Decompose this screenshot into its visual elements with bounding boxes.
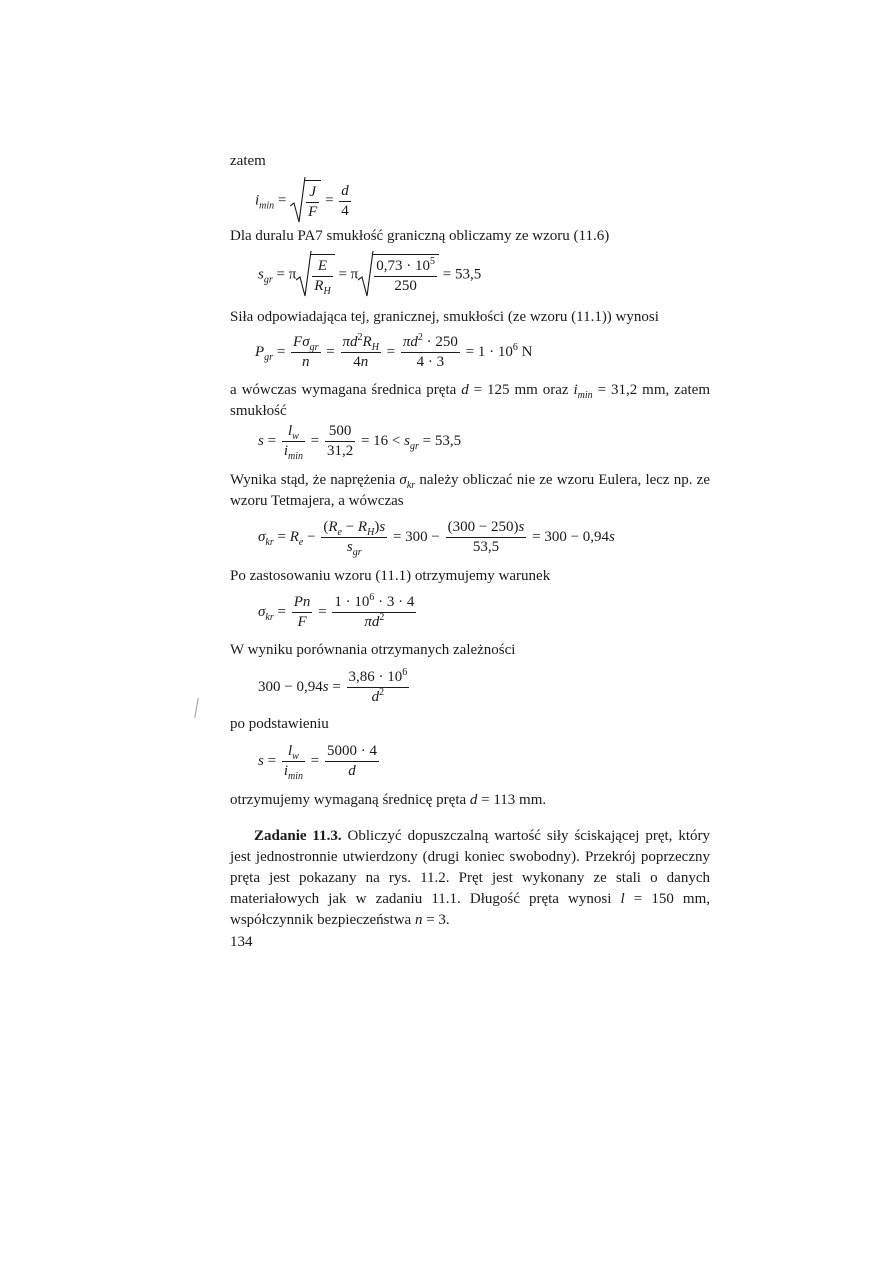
task-11-3: Zadanie 11.3. Obliczyć dopuszczalną wartość siły ściskającej pręt, który jest jednostronnie utwierdzony (drugi koniec swobodny). Przekrój poprzeczny pręta jest pokazany na rys. 11.2. Pręt jest wykonany ze stali o danych materiałowych jak w zadaniu 11.1. Długość pręta wynosi l = 150 mm, współczynnik bezpieczeństwa n = 3. xyxy=(230,828,711,928)
paragraph-7: po podstawieniu xyxy=(230,716,329,732)
paragraph-5: Po zastosowaniu wzoru (11.1) otrzymujemy warunek xyxy=(230,568,551,584)
equation-sgr: $s_{gr} = \pi$ $\frac{E}{R_H}$ = π $\frac{0,73 \cdot 10^5}{250}$ = 53,5 xyxy=(258,254,481,296)
paragraph-6: W wyniku porównania otrzymanych zależności xyxy=(230,642,516,658)
paragraph-3: a wówczas wymagana średnica pręta d = 125 mm oraz $i_{min} = 31,2$ mm, zatem smukłość xyxy=(230,382,710,419)
text-zatem: zatem xyxy=(230,153,266,169)
paragraph-4: Wynika stąd, że naprężenia $\sigma_{kr}$ należy obliczać nie ze wzoru Eulera, lecz np. ze wzoru Tetmajera, a wówczas xyxy=(230,472,710,509)
equation-imin: $i_{min}$ = $\frac{J}{F}$ = $\frac{d}{4}$ xyxy=(255,180,353,222)
equation-pgr: $P_{gr}$ = $F\sigma_{gr}$ n = $\frac{\pi d^2R_H}{4n}$ = $\frac{\pi d^2 \cdot 250}{4 \cdot 3}$ = $1 \cdot 10^6$ N xyxy=(255,332,533,370)
paragraph-8: otrzymujemy wymaganą średnicę pręta d = 113 mm. xyxy=(230,792,547,808)
paragraph-2: Siła odpowiadająca tej, granicznej, smukłości (ze wzoru (11.1)) wynosi xyxy=(230,309,659,325)
task-title: Zadanie 11.3. xyxy=(254,828,342,844)
page-number: 134 xyxy=(230,934,253,950)
equation-tetmajer: $\sigma_{kr} = R_e$ − $(R_e - R_H)s$ $s_{gr}$ = 300 − $\frac{(300 - 250)s}{53,5}$ = 300 − 0,94s xyxy=(258,519,615,558)
paragraph-1: Dla duralu PA7 smukłość graniczną obliczamy ze wzoru (11.6) xyxy=(230,228,610,244)
scan-mark xyxy=(194,698,198,718)
equation-warunek: $\sigma_{kr}$ = $\frac{Pn}{F}$ = $\frac{1 \cdot 10^6 \cdot 3 \cdot 4}{\pi d^2}$ xyxy=(258,592,415,630)
equation-porownanie: 300 − 0,94s = $\frac{3,86 \cdot 10^6}{d^2}$ xyxy=(258,667,408,705)
equation-s: s = $l_w$ $i_{min}$ = $\frac{500}{31,2}$ = $16 < s_{gr} = 53,5$ xyxy=(258,423,462,462)
equation-podstawienie: s = $l_w$ $i_{min}$ = $\frac{5000 \cdot 4}{d}$ xyxy=(258,743,377,782)
